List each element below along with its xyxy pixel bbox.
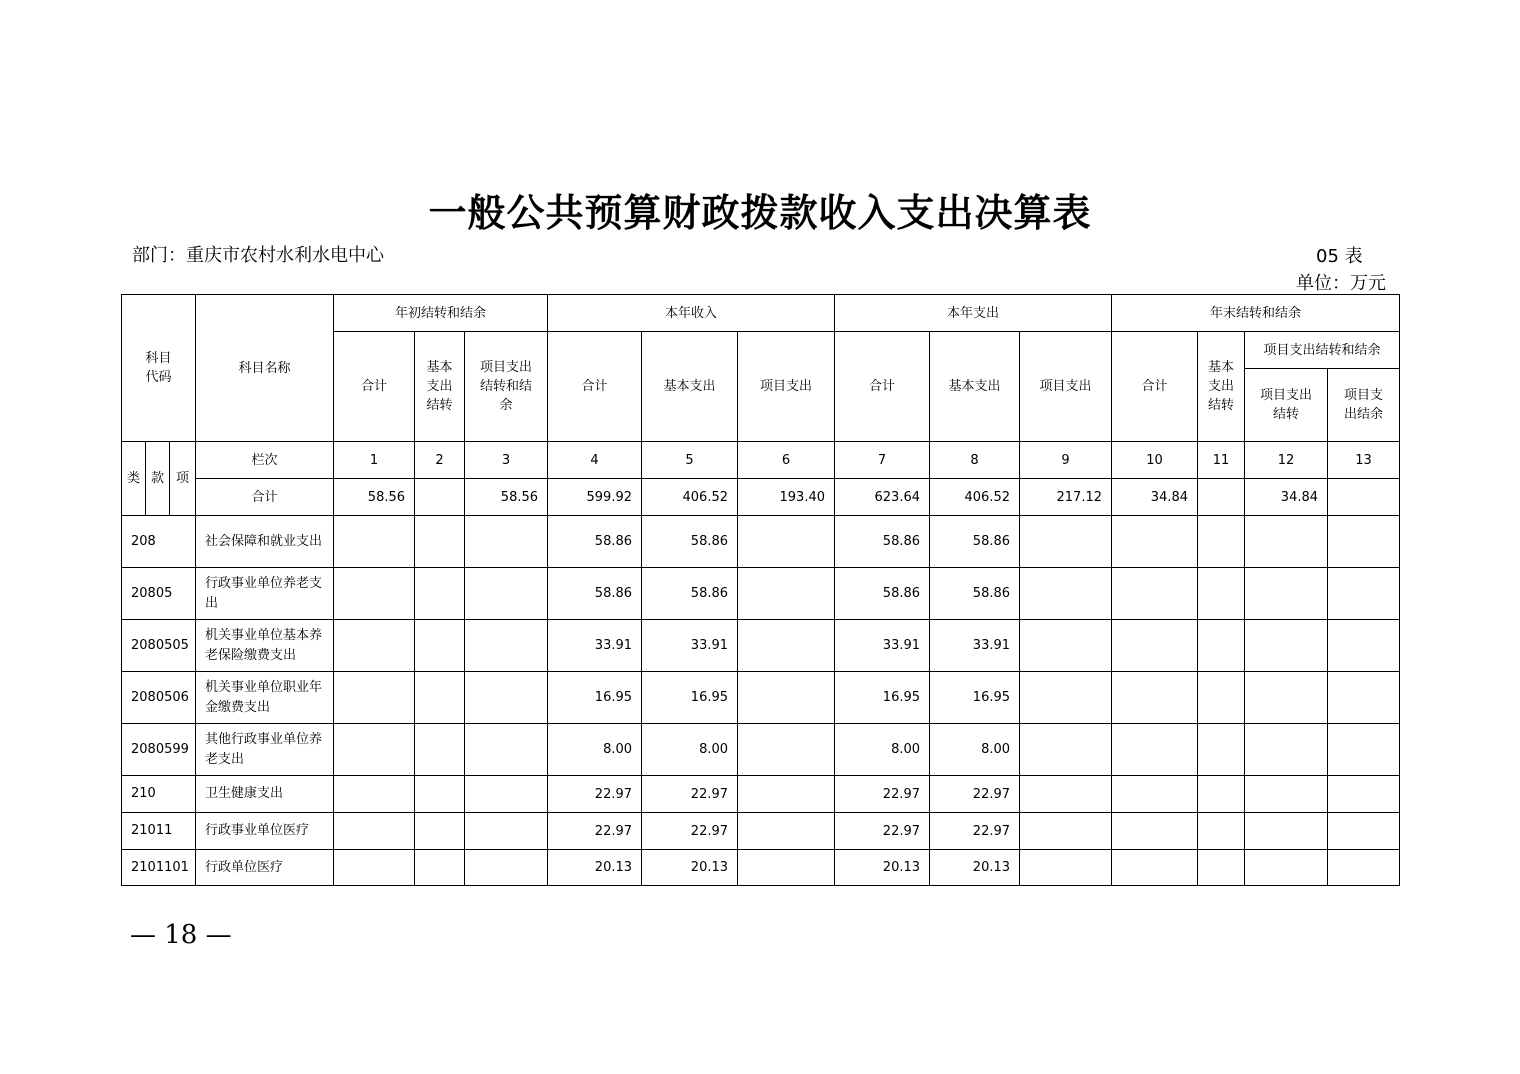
row-cell — [1112, 516, 1198, 568]
header-income-basic: 基本支出 — [642, 332, 738, 442]
row-cell: 58.86 — [548, 568, 642, 620]
header-lei: 类 — [122, 442, 146, 516]
row-cell — [1112, 724, 1198, 776]
row-cell — [1328, 568, 1400, 620]
col-index: 6 — [738, 442, 835, 479]
row-cell — [1245, 620, 1328, 672]
row-cell — [1198, 776, 1245, 813]
row-cell — [465, 724, 548, 776]
header-row-groups — [122, 295, 1400, 332]
col-index: 4 — [548, 442, 642, 479]
row-cell — [415, 850, 465, 886]
col-index: 5 — [642, 442, 738, 479]
row-cell — [1245, 813, 1328, 850]
total-cell: 58.56 — [465, 479, 548, 516]
row-cell — [1198, 813, 1245, 850]
row-cell: 20.13 — [835, 850, 930, 886]
row-cell — [465, 516, 548, 568]
row-cell: 8.00 — [835, 724, 930, 776]
total-cell — [1198, 479, 1245, 516]
row-cell: 20.13 — [548, 850, 642, 886]
row-cell — [1328, 850, 1400, 886]
row-cell: 20.13 — [642, 850, 738, 886]
col-index: 10 — [1112, 442, 1198, 479]
column-index-row — [122, 442, 1400, 479]
header-proj-carry-text: 项目支出结转 — [1260, 388, 1313, 422]
row-code: 2101101 — [122, 850, 196, 886]
row-cell — [415, 813, 465, 850]
row-code: 21011 — [122, 813, 196, 850]
row-cell — [1112, 850, 1198, 886]
row-cell — [415, 776, 465, 813]
row-cell: 58.86 — [930, 568, 1020, 620]
total-cell: 599.92 — [548, 479, 642, 516]
row-name: 机关事业单位基本养老保险缴费支出 — [196, 620, 334, 672]
row-cell: 33.91 — [548, 620, 642, 672]
row-cell — [738, 850, 835, 886]
header-group-opening: 年初结转和结余 — [334, 295, 548, 332]
row-cell — [738, 672, 835, 724]
row-cell — [334, 724, 415, 776]
row-cell: 22.97 — [642, 813, 738, 850]
row-code: 2080506 — [122, 672, 196, 724]
row-cell — [738, 724, 835, 776]
row-cell — [1328, 724, 1400, 776]
row-cell — [334, 776, 415, 813]
row-cell — [1328, 776, 1400, 813]
header-income-total: 合计 — [548, 332, 642, 442]
header-proj-surplus — [1328, 369, 1400, 442]
row-cell — [1020, 776, 1112, 813]
row-cell: 16.95 — [930, 672, 1020, 724]
row-cell: 8.00 — [642, 724, 738, 776]
total-cell: 58.56 — [334, 479, 415, 516]
total-cell: 623.64 — [835, 479, 930, 516]
row-cell — [1020, 516, 1112, 568]
row-cell: 58.86 — [930, 516, 1020, 568]
row-cell — [738, 516, 835, 568]
row-cell — [465, 776, 548, 813]
row-code: 2080505 — [122, 620, 196, 672]
row-cell: 33.91 — [642, 620, 738, 672]
col-index: 9 — [1020, 442, 1112, 479]
row-cell — [1245, 672, 1328, 724]
table-number-suffix: 表 — [1344, 246, 1363, 267]
row-cell — [465, 568, 548, 620]
row-cell: 33.91 — [835, 620, 930, 672]
row-cell: 22.97 — [548, 776, 642, 813]
row-code: 210 — [122, 776, 196, 813]
row-cell: 20.13 — [930, 850, 1020, 886]
total-cell — [1328, 479, 1400, 516]
row-cell — [1198, 516, 1245, 568]
row-cell — [334, 620, 415, 672]
total-label: 合计 — [196, 479, 334, 516]
header-expense-total: 合计 — [835, 332, 930, 442]
row-cell — [1198, 850, 1245, 886]
row-cell — [1112, 620, 1198, 672]
header-expense-basic: 基本支出 — [930, 332, 1020, 442]
total-cell: 34.84 — [1112, 479, 1198, 516]
row-cell — [1198, 568, 1245, 620]
row-cell — [1020, 672, 1112, 724]
total-cell: 406.52 — [930, 479, 1020, 516]
row-cell — [1328, 620, 1400, 672]
col-index: 7 — [835, 442, 930, 479]
row-cell — [1198, 672, 1245, 724]
row-cell: 8.00 — [548, 724, 642, 776]
row-cell: 58.86 — [835, 568, 930, 620]
row-cell — [738, 620, 835, 672]
row-cell: 33.91 — [930, 620, 1020, 672]
row-cell — [415, 672, 465, 724]
row-cell — [415, 724, 465, 776]
total-cell — [415, 479, 465, 516]
header-kuan: 款 — [146, 442, 170, 516]
header-group-expense: 本年支出 — [835, 295, 1112, 332]
row-cell: 58.86 — [642, 568, 738, 620]
col-index: 13 — [1328, 442, 1400, 479]
table-row — [122, 568, 1400, 620]
row-cell — [1245, 516, 1328, 568]
col-index: 8 — [930, 442, 1020, 479]
row-cell — [1328, 813, 1400, 850]
row-name: 行政单位医疗 — [196, 850, 334, 886]
header-xiang: 项 — [170, 442, 196, 516]
table-row — [122, 724, 1400, 776]
row-cell: 22.97 — [548, 813, 642, 850]
header-proj-carry — [1245, 369, 1328, 442]
header-lanci: 栏次 — [196, 442, 334, 479]
header-proj-surplus-text: 项目支出结余 — [1344, 388, 1384, 422]
header-proj-carry-surplus — [465, 332, 548, 442]
header-basic-carry-text: 基本支出结转 — [426, 360, 453, 413]
row-cell — [1112, 568, 1198, 620]
row-cell: 58.86 — [548, 516, 642, 568]
total-cell: 217.12 — [1020, 479, 1112, 516]
total-cell: 406.52 — [642, 479, 738, 516]
row-name: 行政事业单位养老支出 — [196, 568, 334, 620]
row-cell: 16.95 — [642, 672, 738, 724]
header-name: 科目名称 — [196, 295, 334, 442]
row-cell: 16.95 — [835, 672, 930, 724]
row-cell — [334, 850, 415, 886]
header-proj-carry-surplus-text: 项目支出结转和结余 — [480, 360, 533, 413]
header-code — [122, 295, 196, 442]
row-name: 社会保障和就业支出 — [196, 516, 334, 568]
row-cell — [1020, 568, 1112, 620]
row-cell — [738, 776, 835, 813]
col-index: 12 — [1245, 442, 1328, 479]
col-index: 1 — [334, 442, 415, 479]
header-group-income: 本年收入 — [548, 295, 835, 332]
row-cell — [415, 516, 465, 568]
row-cell — [1198, 620, 1245, 672]
row-cell — [465, 813, 548, 850]
header-closing-total: 合计 — [1112, 332, 1198, 442]
header-expense-project: 项目支出 — [1020, 332, 1112, 442]
row-cell — [1112, 776, 1198, 813]
row-cell: 22.97 — [642, 776, 738, 813]
total-cell: 193.40 — [738, 479, 835, 516]
row-cell — [738, 568, 835, 620]
row-cell — [738, 813, 835, 850]
row-code: 20805 — [122, 568, 196, 620]
row-cell: 16.95 — [548, 672, 642, 724]
row-cell — [1245, 850, 1328, 886]
row-cell — [334, 516, 415, 568]
row-cell — [334, 568, 415, 620]
table-row — [122, 776, 1400, 813]
data-rows — [122, 516, 1400, 886]
header-closing-basic-carry — [1198, 332, 1245, 442]
page-number: — 18 — — [130, 920, 232, 950]
row-name: 行政事业单位医疗 — [196, 813, 334, 850]
header-group-closing: 年末结转和结余 — [1112, 295, 1400, 332]
col-index: 3 — [465, 442, 548, 479]
row-cell — [1112, 813, 1198, 850]
row-cell — [1245, 724, 1328, 776]
budget-table — [121, 294, 1400, 886]
header-code-text: 科目代码 — [145, 351, 172, 385]
col-index: 2 — [415, 442, 465, 479]
row-cell: 22.97 — [835, 813, 930, 850]
table-number-value: 05 — [1316, 246, 1339, 267]
row-cell — [1328, 672, 1400, 724]
row-code: 2080599 — [122, 724, 196, 776]
row-cell: 58.86 — [642, 516, 738, 568]
row-cell: 58.86 — [835, 516, 930, 568]
row-cell — [465, 850, 548, 886]
page-title: 一般公共预算财政拨款收入支出决算表 — [428, 190, 1092, 235]
header-closing-basic-carry-text: 基本支出结转 — [1208, 360, 1235, 413]
row-cell: 22.97 — [835, 776, 930, 813]
row-cell — [334, 672, 415, 724]
row-cell — [1020, 620, 1112, 672]
total-row — [122, 479, 1400, 516]
row-cell — [1245, 568, 1328, 620]
row-cell — [1328, 516, 1400, 568]
header-basic-carry — [415, 332, 465, 442]
header-closing-proj-group: 项目支出结转和结余 — [1245, 332, 1400, 369]
table-row — [122, 516, 1400, 568]
row-cell — [415, 620, 465, 672]
row-cell — [1020, 850, 1112, 886]
row-cell — [1245, 776, 1328, 813]
table-row — [122, 620, 1400, 672]
row-cell: 22.97 — [930, 776, 1020, 813]
row-code: 208 — [122, 516, 196, 568]
row-cell — [465, 620, 548, 672]
row-cell — [1112, 672, 1198, 724]
table-row — [122, 813, 1400, 850]
row-cell — [415, 568, 465, 620]
row-cell — [1198, 724, 1245, 776]
row-cell: 8.00 — [930, 724, 1020, 776]
table-row — [122, 850, 1400, 886]
row-cell — [465, 672, 548, 724]
table-row — [122, 672, 1400, 724]
row-cell — [1020, 813, 1112, 850]
header-income-project: 项目支出 — [738, 332, 835, 442]
row-name: 卫生健康支出 — [196, 776, 334, 813]
header-total: 合计 — [334, 332, 415, 442]
row-cell: 22.97 — [930, 813, 1020, 850]
row-name: 其他行政事业单位养老支出 — [196, 724, 334, 776]
department-label: 部门：重庆市农村水利水电中心 — [132, 245, 384, 266]
row-cell — [1020, 724, 1112, 776]
table-number — [1316, 242, 1363, 268]
total-cell: 34.84 — [1245, 479, 1328, 516]
row-cell — [334, 813, 415, 850]
unit-label: 单位：万元 — [1296, 273, 1386, 294]
col-index: 11 — [1198, 442, 1245, 479]
row-name: 机关事业单位职业年金缴费支出 — [196, 672, 334, 724]
